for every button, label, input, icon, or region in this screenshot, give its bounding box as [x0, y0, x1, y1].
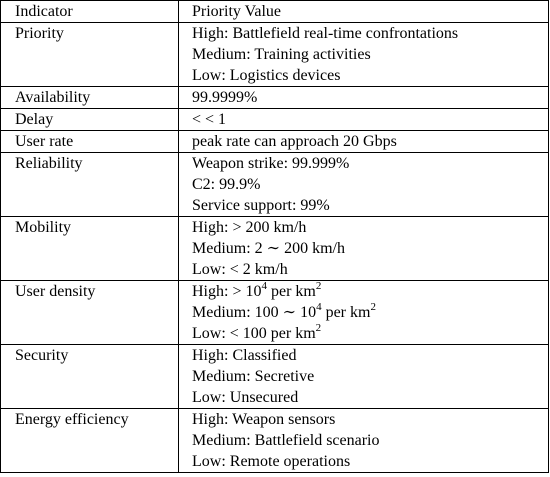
- row-indicator: Delay: [1, 109, 179, 131]
- value-line: peak rate can approach 20 Gbps: [192, 133, 397, 150]
- row-indicator: Priority: [1, 23, 179, 87]
- row-values: [179, 87, 549, 109]
- header-priority-value: Priority Value: [179, 1, 549, 23]
- row-values: [179, 217, 549, 281]
- value-line: 99.9999%: [192, 89, 258, 106]
- row-indicator: Mobility: [1, 217, 179, 281]
- row-indicator: Availability: [1, 87, 179, 109]
- value-text: per km: [321, 304, 371, 321]
- table-row: [1, 281, 549, 345]
- exponent: 2: [315, 321, 322, 334]
- value-text: High: > 10: [192, 283, 262, 300]
- value-line: High: Classified: [192, 347, 297, 364]
- row-indicator: Energy efficiency: [1, 409, 179, 473]
- value-text: Low: < 100 per km: [192, 325, 316, 342]
- row-values: [179, 23, 549, 87]
- table-header-row: [1, 1, 549, 23]
- value-line: < < 1: [192, 111, 227, 128]
- value-line: High: Battlefield real-time confrontations: [192, 25, 459, 42]
- row-values: [179, 153, 549, 217]
- value-line: Medium: Battlefield scenario: [192, 432, 380, 449]
- value-line: Service support: 99%: [192, 197, 330, 214]
- row-values: [179, 109, 549, 131]
- table-row: [1, 217, 549, 281]
- value-line: [192, 323, 548, 344]
- value-line: Low: < 2 km/h: [192, 261, 288, 278]
- value-text: per km: [266, 283, 316, 300]
- table-row: [1, 23, 549, 87]
- exponent: 2: [370, 300, 376, 313]
- value-line: Low: Unsecured: [192, 389, 299, 406]
- row-values: [179, 281, 549, 345]
- row-indicator: User density: [1, 281, 179, 345]
- value-line: [192, 281, 548, 302]
- value-line: Medium: Secretive: [192, 368, 315, 385]
- row-values: [179, 131, 549, 153]
- value-line: High: Weapon sensors: [192, 411, 336, 428]
- header-indicator: Indicator: [1, 1, 179, 23]
- exponent: 4: [261, 280, 267, 292]
- table-row: [1, 153, 549, 217]
- value-line: [192, 302, 548, 323]
- table-row: [1, 131, 549, 153]
- value-line: High: > 200 km/h: [192, 219, 307, 236]
- row-indicator: User rate: [1, 131, 179, 153]
- table-row: [1, 345, 549, 409]
- row-indicator: Security: [1, 345, 179, 409]
- table-row: [1, 109, 549, 131]
- row-indicator: Reliability: [1, 153, 179, 217]
- row-values: [179, 409, 549, 473]
- value-line: Medium: 2 ∼ 200 km/h: [192, 240, 345, 257]
- table-row: [1, 87, 549, 109]
- value-line: C2: 99.9%: [192, 176, 261, 193]
- value-text: Medium: 100 ∼ 10: [192, 304, 317, 321]
- exponent: 4: [316, 300, 322, 313]
- exponent: 2: [315, 280, 322, 292]
- value-line: Medium: Training activities: [192, 46, 371, 63]
- value-line: Low: Logistics devices: [192, 67, 341, 84]
- value-line: Weapon strike: 99.999%: [192, 155, 350, 172]
- table-row: [1, 409, 549, 473]
- value-line: Low: Remote operations: [192, 453, 351, 470]
- row-values: [179, 345, 549, 409]
